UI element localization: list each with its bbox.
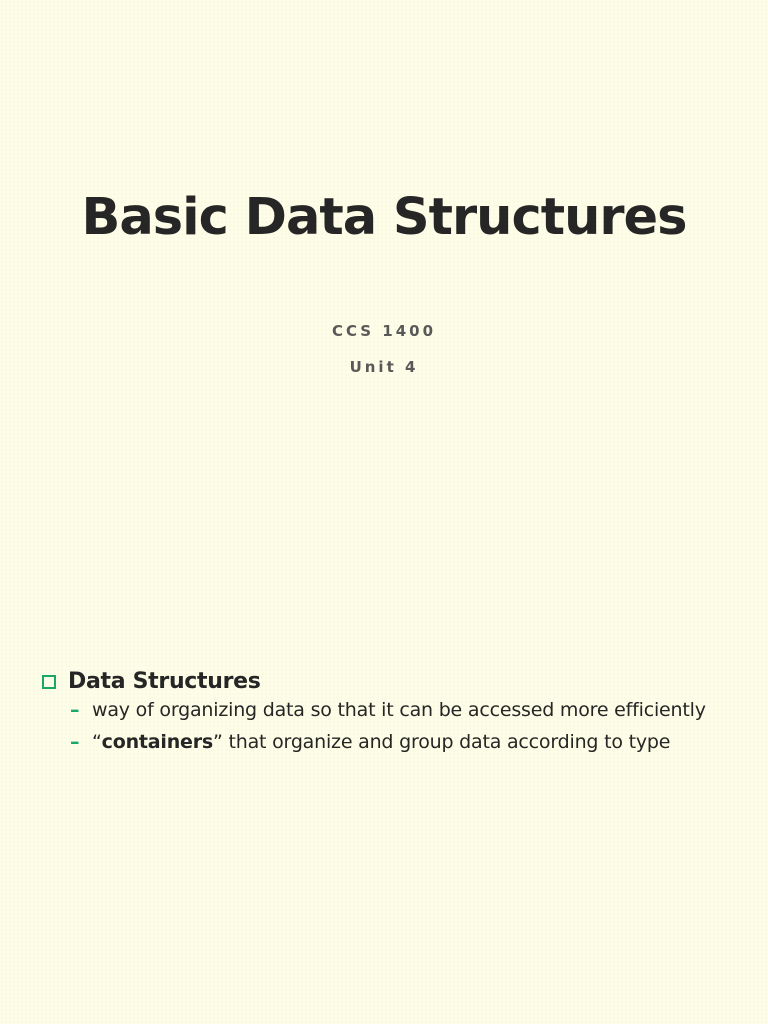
bold-term: containers: [101, 731, 214, 753]
sub-bullet-rest: ” that organize and group data according to type: [213, 731, 671, 753]
sub-bullet-text: way of organizing data so that it can be accessed more efficiently: [92, 699, 706, 721]
sub-bullet-text: [92, 730, 712, 754]
list-item: [70, 730, 740, 754]
bullet-heading: Data Structures: [68, 668, 261, 694]
bullet-section: [40, 666, 740, 762]
checkbox-icon: [42, 675, 56, 689]
sub-bullet-list: [70, 698, 740, 754]
slide-title: Basic Data Structures: [81, 188, 687, 247]
unit-label: Unit 4: [349, 358, 419, 376]
dash-icon: –: [70, 699, 80, 721]
open-quote: “: [92, 731, 102, 753]
main-bullet: [40, 666, 740, 696]
content-slide: [0, 512, 768, 1024]
course-code: CCS 1400: [331, 322, 437, 340]
dash-icon: –: [70, 731, 80, 753]
list-item: [70, 698, 740, 722]
